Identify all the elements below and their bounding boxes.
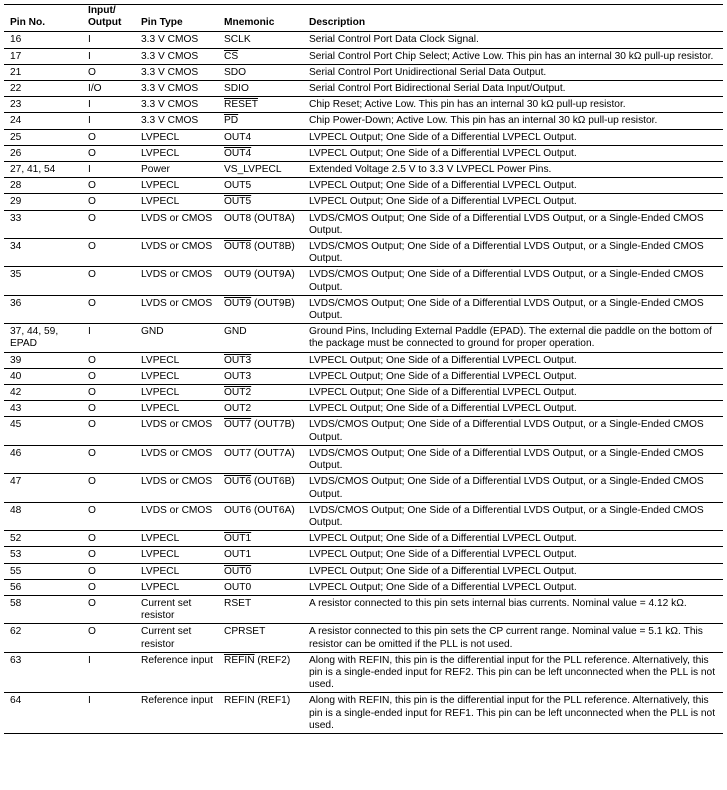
io-cell: O bbox=[82, 239, 135, 267]
pin-type-cell: LVPECL bbox=[135, 579, 218, 595]
pin-type-cell: 3.3 V CMOS bbox=[135, 113, 218, 129]
io-cell: O bbox=[82, 385, 135, 401]
table-row bbox=[4, 595, 723, 623]
mnemonic-cell bbox=[218, 563, 303, 579]
io-cell: O bbox=[82, 547, 135, 563]
mnemonic-text: (OUT6B) bbox=[251, 476, 295, 488]
table-header bbox=[4, 5, 723, 32]
pin-number-cell: 52 bbox=[4, 531, 82, 547]
io-cell: O bbox=[82, 129, 135, 145]
mnemonic-cell bbox=[218, 502, 303, 530]
table-row bbox=[4, 64, 723, 80]
table-row bbox=[4, 210, 723, 238]
io-cell: I bbox=[82, 652, 135, 693]
mnemonic-cell bbox=[218, 401, 303, 417]
io-cell: O bbox=[82, 474, 135, 502]
description-cell: Along with REFIN, this pin is the differential input for the PLL reference. Alternatively, this pin is a single-ended input for REF1. This pin can be left unconnected when the PLL is not used. bbox=[303, 693, 723, 734]
io-cell: O bbox=[82, 531, 135, 547]
mnemonic-cell bbox=[218, 547, 303, 563]
io-cell: O bbox=[82, 579, 135, 595]
description-cell: LVDS/CMOS Output; One Side of a Differential LVDS Output, or a Single-Ended CMOS Output. bbox=[303, 474, 723, 502]
table-row bbox=[4, 129, 723, 145]
pin-number-cell: 55 bbox=[4, 563, 82, 579]
mnemonic-text: SDO bbox=[224, 66, 247, 78]
mnemonic-cell bbox=[218, 445, 303, 473]
mnemonic-cell bbox=[218, 295, 303, 323]
pin-number-cell: 46 bbox=[4, 445, 82, 473]
mnemonic-overbar-text: RESET bbox=[224, 99, 258, 111]
io-cell: O bbox=[82, 178, 135, 194]
pin-number-cell: 40 bbox=[4, 368, 82, 384]
mnemonic-text: OUT1 bbox=[224, 549, 252, 561]
header-pin-no: Pin No. bbox=[4, 5, 82, 32]
table-row bbox=[4, 48, 723, 64]
mnemonic-cell bbox=[218, 145, 303, 161]
description-cell: A resistor connected to this pin sets the CP current range. Nominal value = 5.1 kΩ. This resistor can be omitted if the PLL is not used. bbox=[303, 624, 723, 652]
io-cell: I bbox=[82, 97, 135, 113]
mnemonic-text: OUT5 bbox=[224, 180, 252, 192]
mnemonic-text: SDIO bbox=[224, 83, 249, 95]
io-cell: O bbox=[82, 417, 135, 445]
pin-type-cell: LVDS or CMOS bbox=[135, 210, 218, 238]
io-cell: I bbox=[82, 162, 135, 178]
mnemonic-cell bbox=[218, 474, 303, 502]
pin-type-cell: LVDS or CMOS bbox=[135, 295, 218, 323]
pin-type-cell: Power bbox=[135, 162, 218, 178]
description-cell: LVPECL Output; One Side of a Differential LVPECL Output. bbox=[303, 194, 723, 210]
pin-number-cell: 36 bbox=[4, 295, 82, 323]
mnemonic-cell bbox=[218, 239, 303, 267]
pin-type-cell: LVPECL bbox=[135, 531, 218, 547]
pin-type-cell: 3.3 V CMOS bbox=[135, 48, 218, 64]
pin-function-table bbox=[4, 4, 723, 734]
pin-number-cell: 24 bbox=[4, 113, 82, 129]
description-cell: A resistor connected to this pin sets internal bias currents. Nominal value = 4.12 kΩ. bbox=[303, 595, 723, 623]
mnemonic-text: (OUT9B) bbox=[251, 297, 295, 309]
description-cell: Serial Control Port Unidirectional Serial Data Output. bbox=[303, 64, 723, 80]
mnemonic-overbar-text: $\overline{PD}$ bbox=[224, 115, 239, 127]
description-cell: Along with REFIN, this pin is the differential input for the PLL reference. Alternatively, this pin is a single-ended input for REF2. This pin can be left unconnected when the PLL is not used. bbox=[303, 652, 723, 693]
mnemonic-overbar-text: $\overline{CS}$ bbox=[224, 50, 239, 62]
pin-number-cell: 21 bbox=[4, 64, 82, 80]
io-cell: O bbox=[82, 145, 135, 161]
pin-type-cell: 3.3 V CMOS bbox=[135, 32, 218, 48]
table-row bbox=[4, 368, 723, 384]
mnemonic-text: OUT3 bbox=[224, 370, 252, 382]
mnemonic-cell bbox=[218, 48, 303, 64]
pin-type-cell: LVPECL bbox=[135, 352, 218, 368]
pin-type-cell: LVDS or CMOS bbox=[135, 239, 218, 267]
mnemonic-cell bbox=[218, 194, 303, 210]
pin-type-cell: LVPECL bbox=[135, 401, 218, 417]
description-cell: LVPECL Output; One Side of a Differential LVPECL Output. bbox=[303, 352, 723, 368]
table-row bbox=[4, 194, 723, 210]
pin-number-cell: 22 bbox=[4, 81, 82, 97]
pin-type-cell: 3.3 V CMOS bbox=[135, 97, 218, 113]
table-row bbox=[4, 547, 723, 563]
mnemonic-text: VS_LVPECL bbox=[224, 164, 282, 176]
description-cell: LVDS/CMOS Output; One Side of a Differential LVDS Output, or a Single-Ended CMOS Output. bbox=[303, 445, 723, 473]
mnemonic-overbar-text: OUT0 bbox=[224, 565, 252, 577]
io-cell: I bbox=[82, 48, 135, 64]
mnemonic-overbar-text: OUT9 bbox=[224, 297, 252, 309]
mnemonic-cell bbox=[218, 579, 303, 595]
io-cell: O bbox=[82, 502, 135, 530]
mnemonic-overbar-text: OUT1 bbox=[224, 533, 252, 545]
description-cell: LVPECL Output; One Side of a Differential LVPECL Output. bbox=[303, 547, 723, 563]
pin-type-cell: LVDS or CMOS bbox=[135, 445, 218, 473]
mnemonic-overbar-text: OUT7 bbox=[224, 419, 252, 431]
table-row bbox=[4, 531, 723, 547]
header-input-output: Input/ Output bbox=[82, 5, 135, 32]
description-cell: LVPECL Output; One Side of a Differential LVPECL Output. bbox=[303, 401, 723, 417]
pin-type-cell: LVDS or CMOS bbox=[135, 267, 218, 295]
pin-number-cell: 35 bbox=[4, 267, 82, 295]
table-row bbox=[4, 32, 723, 48]
description-cell: Serial Control Port Data Clock Signal. bbox=[303, 32, 723, 48]
description-cell: LVPECL Output; One Side of a Differential LVPECL Output. bbox=[303, 178, 723, 194]
io-cell: O bbox=[82, 401, 135, 417]
pin-type-cell: LVDS or CMOS bbox=[135, 417, 218, 445]
pin-type-cell: Reference input bbox=[135, 652, 218, 693]
io-cell: O bbox=[82, 368, 135, 384]
io-cell: O bbox=[82, 194, 135, 210]
pin-number-cell: 63 bbox=[4, 652, 82, 693]
mnemonic-text: OUT9 (OUT9A) bbox=[224, 269, 295, 281]
table-row bbox=[4, 417, 723, 445]
io-cell: I bbox=[82, 693, 135, 734]
mnemonic-text: GND bbox=[224, 326, 247, 338]
mnemonic-cell bbox=[218, 652, 303, 693]
mnemonic-text: OUT8 (OUT8A) bbox=[224, 212, 295, 224]
mnemonic-overbar-text: OUT4 bbox=[224, 147, 252, 159]
pin-number-cell: 64 bbox=[4, 693, 82, 734]
description-cell: LVPECL Output; One Side of a Differential LVPECL Output. bbox=[303, 563, 723, 579]
table-row bbox=[4, 652, 723, 693]
description-cell: LVPECL Output; One Side of a Differential LVPECL Output. bbox=[303, 579, 723, 595]
pin-number-cell: 37, 44, 59, EPAD bbox=[4, 324, 82, 352]
pin-number-cell: 29 bbox=[4, 194, 82, 210]
table-row bbox=[4, 502, 723, 530]
io-cell: O bbox=[82, 64, 135, 80]
mnemonic-cell bbox=[218, 324, 303, 352]
mnemonic-cell bbox=[218, 178, 303, 194]
header-description: Description bbox=[303, 5, 723, 32]
pin-number-cell: 23 bbox=[4, 97, 82, 113]
header-mnemonic: Mnemonic bbox=[218, 5, 303, 32]
pin-type-cell: LVPECL bbox=[135, 368, 218, 384]
pin-number-cell: 62 bbox=[4, 624, 82, 652]
mnemonic-text: (OUT7B) bbox=[251, 419, 295, 431]
description-cell: Serial Control Port Chip Select; Active Low. This pin has an internal 30 kΩ pull-up resistor. bbox=[303, 48, 723, 64]
pin-number-cell: 25 bbox=[4, 129, 82, 145]
mnemonic-cell bbox=[218, 81, 303, 97]
mnemonic-cell bbox=[218, 267, 303, 295]
io-cell: O bbox=[82, 295, 135, 323]
mnemonic-text: CPRSET bbox=[224, 626, 266, 638]
pin-number-cell: 17 bbox=[4, 48, 82, 64]
pin-type-cell: LVPECL bbox=[135, 385, 218, 401]
io-cell: I bbox=[82, 113, 135, 129]
table-row bbox=[4, 295, 723, 323]
pin-number-cell: 56 bbox=[4, 579, 82, 595]
table-row bbox=[4, 97, 723, 113]
pin-number-cell: 48 bbox=[4, 502, 82, 530]
pin-number-cell: 26 bbox=[4, 145, 82, 161]
mnemonic-text: OUT0 bbox=[224, 581, 252, 593]
pin-type-cell: LVPECL bbox=[135, 145, 218, 161]
mnemonic-overbar-text: OUT2 bbox=[224, 387, 252, 399]
mnemonic-cell bbox=[218, 352, 303, 368]
mnemonic-cell bbox=[218, 368, 303, 384]
description-cell: LVDS/CMOS Output; One Side of a Differential LVDS Output, or a Single-Ended CMOS Output. bbox=[303, 502, 723, 530]
description-cell: LVPECL Output; One Side of a Differential LVPECL Output. bbox=[303, 385, 723, 401]
pin-type-cell: LVPECL bbox=[135, 547, 218, 563]
description-cell: LVDS/CMOS Output; One Side of a Differential LVDS Output, or a Single-Ended CMOS Output. bbox=[303, 417, 723, 445]
mnemonic-cell bbox=[218, 64, 303, 80]
description-cell: LVPECL Output; One Side of a Differential LVPECL Output. bbox=[303, 129, 723, 145]
table-row bbox=[4, 162, 723, 178]
pin-number-cell: 28 bbox=[4, 178, 82, 194]
table-row bbox=[4, 624, 723, 652]
mnemonic-overbar-text: OUT8 bbox=[224, 241, 252, 253]
io-cell: O bbox=[82, 210, 135, 238]
io-cell: O bbox=[82, 595, 135, 623]
mnemonic-text: OUT6 (OUT6A) bbox=[224, 504, 295, 516]
pin-type-cell: Current set resistor bbox=[135, 624, 218, 652]
table-body bbox=[4, 32, 723, 734]
mnemonic-text: REFIN (REF1) bbox=[224, 695, 291, 707]
io-cell: I bbox=[82, 32, 135, 48]
io-cell: I bbox=[82, 324, 135, 352]
table-row bbox=[4, 385, 723, 401]
mnemonic-cell bbox=[218, 595, 303, 623]
mnemonic-cell bbox=[218, 113, 303, 129]
mnemonic-text: (REF2) bbox=[254, 654, 291, 666]
header-pin-type: Pin Type bbox=[135, 5, 218, 32]
mnemonic-cell bbox=[218, 97, 303, 113]
table-row bbox=[4, 352, 723, 368]
pin-type-cell: Reference input bbox=[135, 693, 218, 734]
description-cell: Chip Reset; Active Low. This pin has an internal 30 kΩ pull-up resistor. bbox=[303, 97, 723, 113]
table-row bbox=[4, 81, 723, 97]
mnemonic-overbar-text: OUT6 bbox=[224, 476, 252, 488]
description-cell: LVPECL Output; One Side of a Differential LVPECL Output. bbox=[303, 531, 723, 547]
pin-type-cell: LVPECL bbox=[135, 563, 218, 579]
table-row bbox=[4, 401, 723, 417]
description-cell: LVPECL Output; One Side of a Differential LVPECL Output. bbox=[303, 368, 723, 384]
pin-type-cell: 3.3 V CMOS bbox=[135, 81, 218, 97]
table-row bbox=[4, 445, 723, 473]
pin-type-cell: LVPECL bbox=[135, 194, 218, 210]
pin-number-cell: 42 bbox=[4, 385, 82, 401]
io-cell: O bbox=[82, 445, 135, 473]
description-cell: LVDS/CMOS Output; One Side of a Differential LVDS Output, or a Single-Ended CMOS Output. bbox=[303, 210, 723, 238]
description-cell: LVDS/CMOS Output; One Side of a Differential LVDS Output, or a Single-Ended CMOS Output. bbox=[303, 295, 723, 323]
mnemonic-text: OUT4 bbox=[224, 131, 252, 143]
mnemonic-cell bbox=[218, 162, 303, 178]
pin-number-cell: 39 bbox=[4, 352, 82, 368]
table-row bbox=[4, 239, 723, 267]
pin-type-cell: 3.3 V CMOS bbox=[135, 64, 218, 80]
mnemonic-overbar-text: OUT3 bbox=[224, 354, 252, 366]
table-row bbox=[4, 693, 723, 734]
table-row bbox=[4, 579, 723, 595]
description-cell: LVDS/CMOS Output; One Side of a Differential LVDS Output, or a Single-Ended CMOS Output. bbox=[303, 267, 723, 295]
mnemonic-overbar-text: OUT5 bbox=[224, 196, 252, 208]
table-row bbox=[4, 113, 723, 129]
description-cell: LVDS/CMOS Output; One Side of a Differential LVDS Output, or a Single-Ended CMOS Output. bbox=[303, 239, 723, 267]
mnemonic-cell bbox=[218, 624, 303, 652]
description-cell: Chip Power-Down; Active Low. This pin has an internal 30 kΩ pull-up resistor. bbox=[303, 113, 723, 129]
table-row bbox=[4, 563, 723, 579]
io-cell: O bbox=[82, 267, 135, 295]
mnemonic-cell bbox=[218, 693, 303, 734]
mnemonic-text: OUT2 bbox=[224, 403, 252, 415]
mnemonic-cell bbox=[218, 531, 303, 547]
mnemonic-cell bbox=[218, 210, 303, 238]
mnemonic-text: SCLK bbox=[224, 34, 251, 46]
description-cell: Extended Voltage 2.5 V to 3.3 V LVPECL Power Pins. bbox=[303, 162, 723, 178]
io-cell: O bbox=[82, 352, 135, 368]
mnemonic-text: OUT7 (OUT7A) bbox=[224, 447, 295, 459]
pin-number-cell: 58 bbox=[4, 595, 82, 623]
mnemonic-cell bbox=[218, 129, 303, 145]
pin-number-cell: 27, 41, 54 bbox=[4, 162, 82, 178]
mnemonic-text: RSET bbox=[224, 597, 252, 609]
description-cell: Serial Control Port Bidirectional Serial Data Input/Output. bbox=[303, 81, 723, 97]
pin-number-cell: 47 bbox=[4, 474, 82, 502]
pin-type-cell: LVDS or CMOS bbox=[135, 474, 218, 502]
pin-type-cell: Current set resistor bbox=[135, 595, 218, 623]
io-cell: I/O bbox=[82, 81, 135, 97]
pin-type-cell: LVPECL bbox=[135, 129, 218, 145]
io-cell: O bbox=[82, 563, 135, 579]
description-cell: Ground Pins, Including External Paddle (EPAD). The external die paddle on the bottom of the package must be connected to ground for proper operation. bbox=[303, 324, 723, 352]
mnemonic-cell bbox=[218, 32, 303, 48]
pin-type-cell: LVPECL bbox=[135, 178, 218, 194]
pin-number-cell: 45 bbox=[4, 417, 82, 445]
io-cell: O bbox=[82, 624, 135, 652]
mnemonic-overbar-text: REFIN bbox=[224, 654, 255, 666]
pin-number-cell: 43 bbox=[4, 401, 82, 417]
table-row bbox=[4, 178, 723, 194]
pin-number-cell: 16 bbox=[4, 32, 82, 48]
mnemonic-cell bbox=[218, 385, 303, 401]
pin-type-cell: GND bbox=[135, 324, 218, 352]
mnemonic-text: (OUT8B) bbox=[251, 241, 295, 253]
pin-type-cell: LVDS or CMOS bbox=[135, 502, 218, 530]
pin-number-cell: 34 bbox=[4, 239, 82, 267]
table-row bbox=[4, 324, 723, 352]
table-row bbox=[4, 267, 723, 295]
pin-number-cell: 33 bbox=[4, 210, 82, 238]
pin-number-cell: 53 bbox=[4, 547, 82, 563]
table-row bbox=[4, 145, 723, 161]
description-cell: LVPECL Output; One Side of a Differential LVPECL Output. bbox=[303, 145, 723, 161]
table-row bbox=[4, 474, 723, 502]
mnemonic-cell bbox=[218, 417, 303, 445]
